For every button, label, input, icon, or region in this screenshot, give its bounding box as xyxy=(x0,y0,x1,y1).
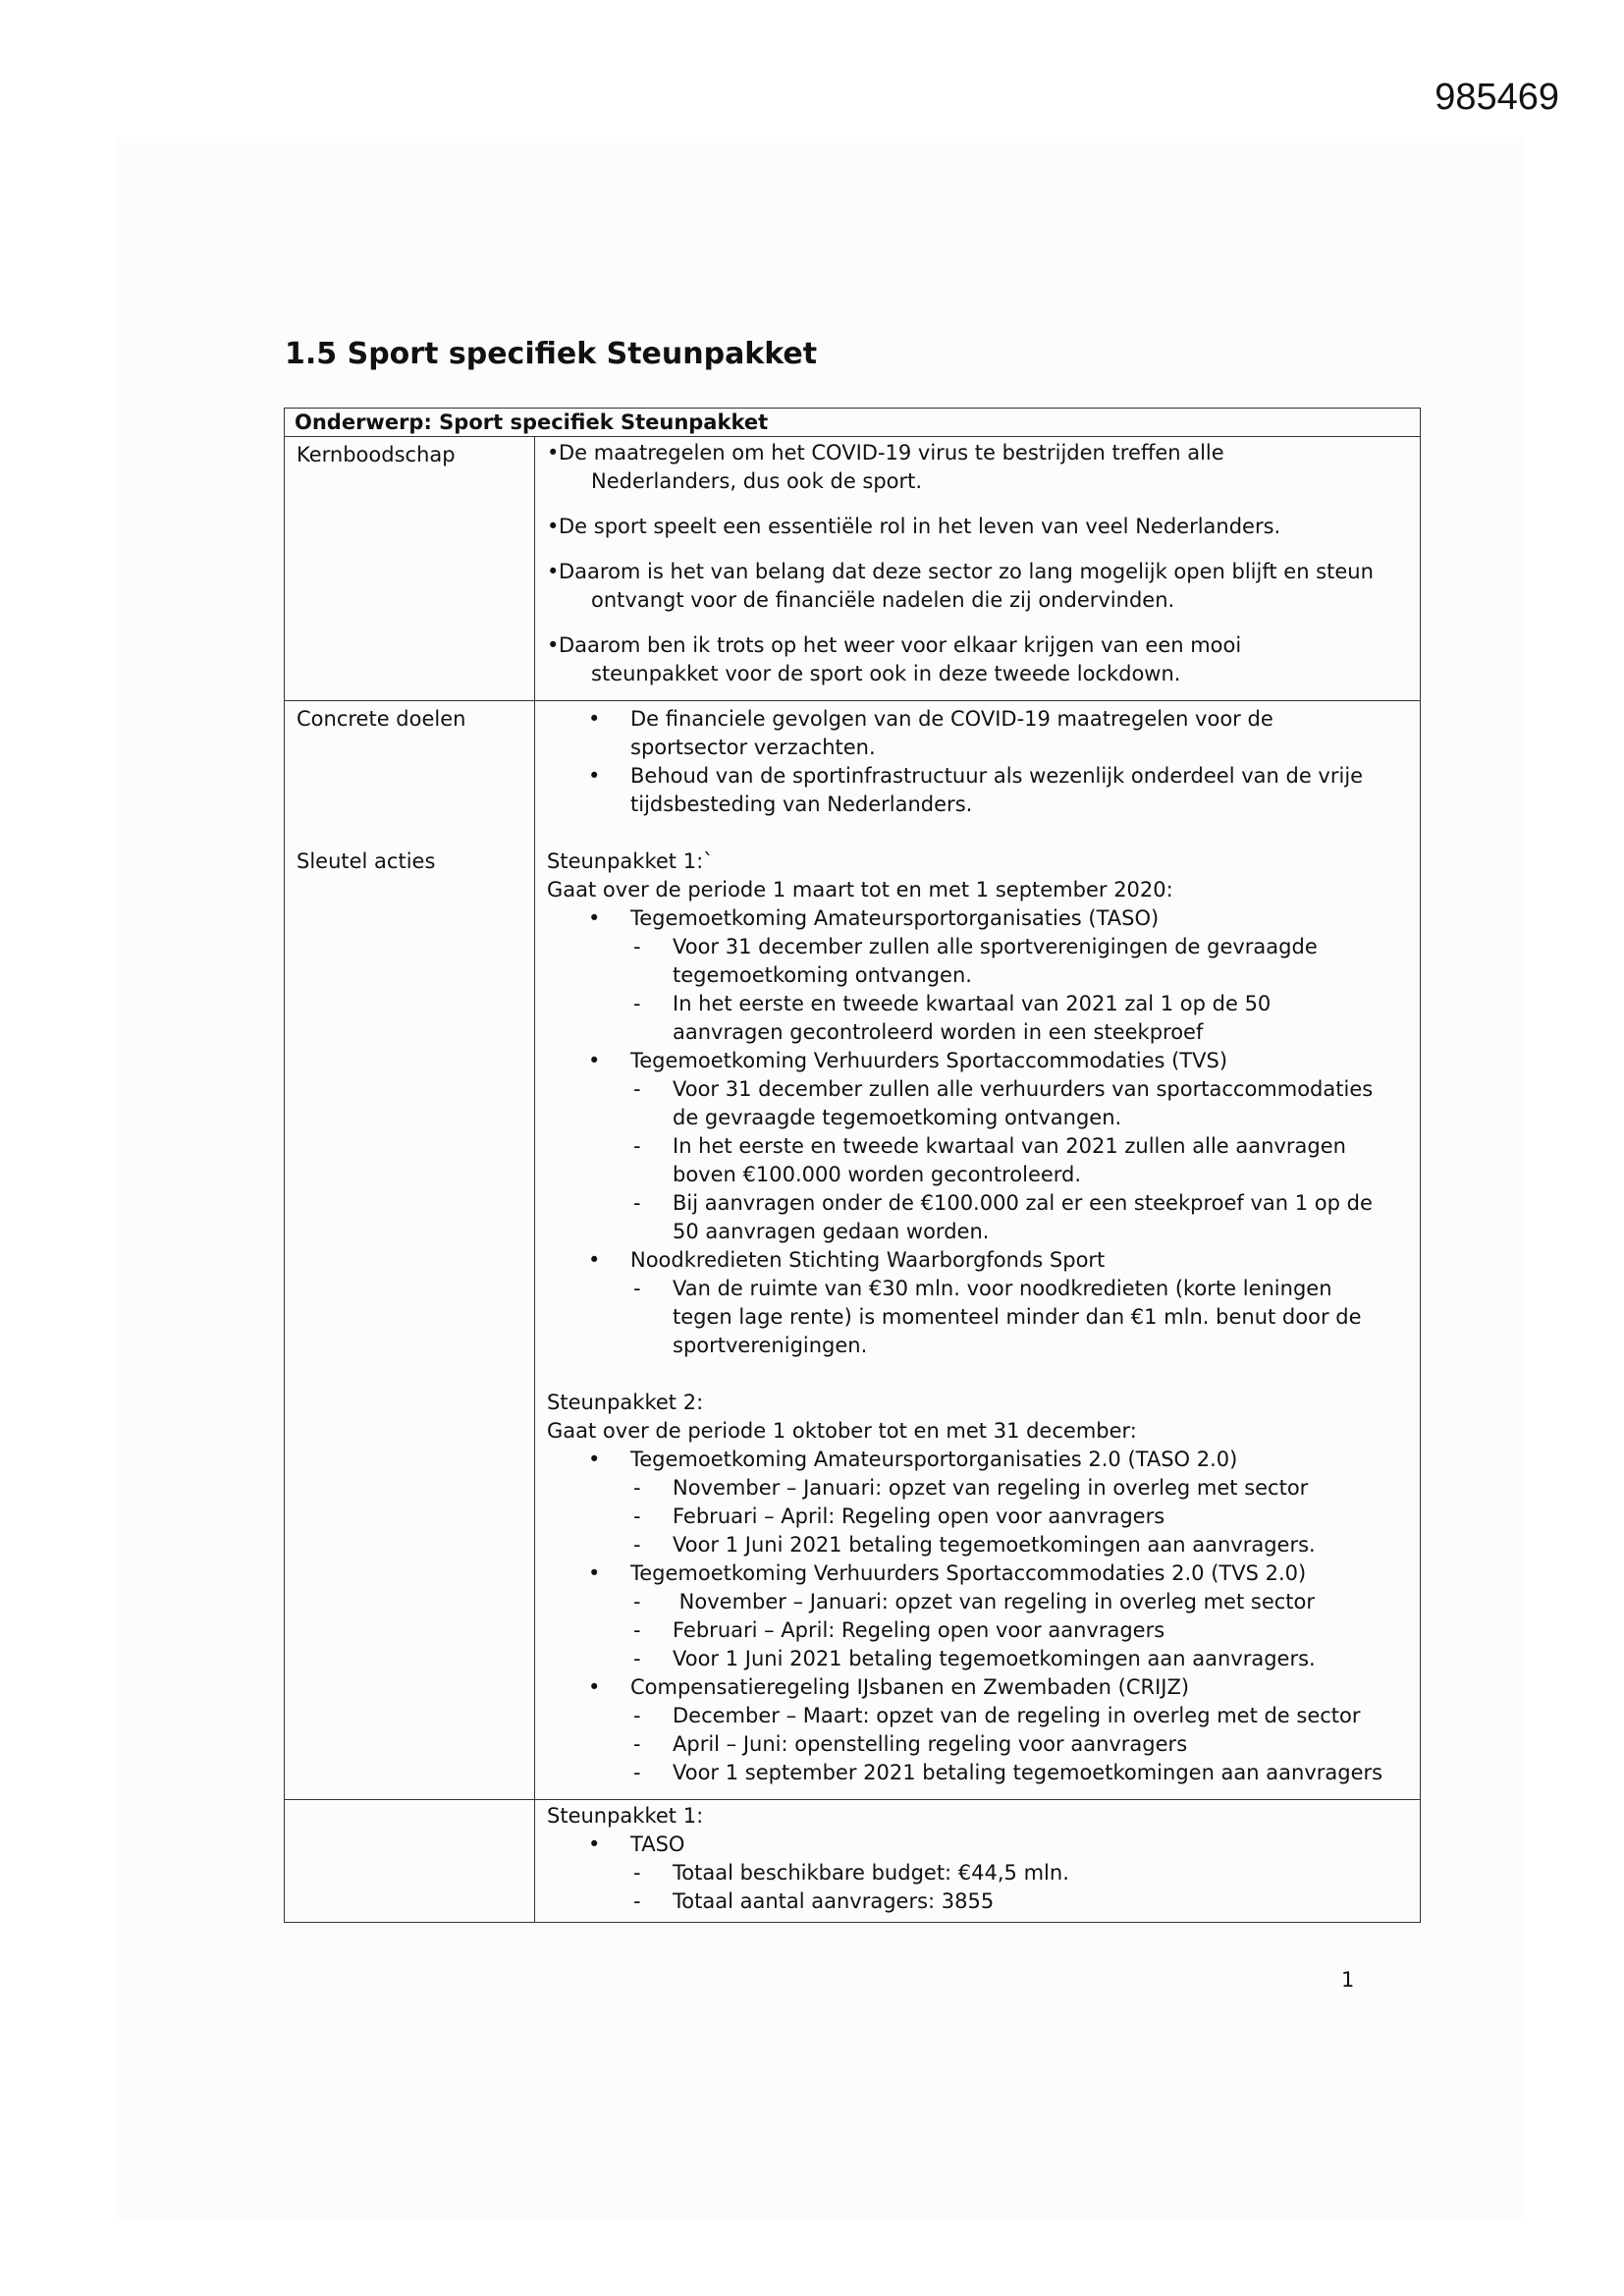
list-item: - Voor 1 Juni 2021 betaling tegemoetkomingen aan aanvragers. xyxy=(633,1533,1316,1557)
table-header: Onderwerp: Sport specifiek Steunpakket xyxy=(285,409,1421,437)
list-item: - In het eerste en tweede kwartaal van 2021 zal 1 op de 50 aanvragen gecontroleerd worden in een steekproef xyxy=(633,992,1272,1044)
list-item: - Voor 1 september 2021 betaling tegemoetkomingen aan aanvragers xyxy=(633,1761,1383,1784)
concrete-label: Concrete doelen xyxy=(297,707,466,731)
page-number: 1 xyxy=(1341,1968,1355,1992)
row-label-concrete-sleutel xyxy=(285,701,535,1800)
list-item: - December – Maart: opzet van de regeling in overleg met de sector xyxy=(633,1704,1361,1727)
list-item: - April – Juni: openstelling regeling voor aanvragers xyxy=(633,1732,1188,1756)
list-item: - Van de ruimte van €30 mln. voor noodkredieten (korte leningen tegen lage rente) is momenteel minder dan €1 mln. benut door de sportverenigingen. xyxy=(633,1277,1362,1357)
sleutel-label: Sleutel acties xyxy=(297,849,436,873)
list-item: • TASO xyxy=(588,1832,685,1856)
table-row xyxy=(285,437,1421,701)
pakket1-title: Steunpakket 1:` xyxy=(547,849,714,873)
doelen-acties-content xyxy=(535,701,1421,1800)
list-item: • Tegemoetkoming Verhuurders Sportaccommodaties 2.0 (TVS 2.0) xyxy=(588,1561,1307,1585)
list-item: - November – Januari: opzet van regeling in overleg met sector xyxy=(633,1590,1315,1613)
list-item: - Totaal beschikbare budget: €44,5 mln. xyxy=(633,1861,1069,1885)
row-label-kernboodschap: Kernboodschap xyxy=(285,437,535,701)
list-item: •De maatregelen om het COVID-19 virus te bestrijden treffen alle Nederlanders, dus ook de sport. xyxy=(547,441,1224,493)
row-label-empty xyxy=(285,1800,535,1923)
list-item: •De sport speelt een essentiële rol in het leven van veel Nederlanders. xyxy=(547,515,1281,538)
list-item: - November – Januari: opzet van regeling in overleg met sector xyxy=(633,1476,1309,1500)
section-heading: 1.5 Sport specifiek Steunpakket xyxy=(285,337,818,371)
list-item: - Voor 1 Juni 2021 betaling tegemoetkomingen aan aanvragers. xyxy=(633,1647,1316,1670)
last-title: Steunpakket 1: xyxy=(547,1804,704,1828)
list-item: - Totaal aantal aanvragers: 3855 xyxy=(633,1889,995,1913)
list-item: • Tegemoetkoming Amateursportorganisaties (TASO) xyxy=(588,906,1160,930)
pakket1-period: Gaat over de periode 1 maart tot en met 1 september 2020: xyxy=(547,878,1173,902)
list-item: - Voor 31 december zullen alle verhuurders van sportaccommodaties de gevraagde tegemoetkoming ontvangen. xyxy=(633,1077,1374,1129)
pakket2-title: Steunpakket 2: xyxy=(547,1391,704,1414)
budget-content xyxy=(535,1800,1421,1923)
list-item: - Voor 31 december zullen alle sportverenigingen de gevraagde tegemoetkoming ontvangen. xyxy=(633,935,1318,987)
table-row xyxy=(285,1800,1421,1923)
list-item: - Februari – April: Regeling open voor aanvragers xyxy=(633,1618,1165,1642)
list-item: • Tegemoetkoming Verhuurders Sportaccommodaties (TVS) xyxy=(588,1049,1228,1072)
list-item: • Tegemoetkoming Amateursportorganisaties 2.0 (TASO 2.0) xyxy=(588,1448,1238,1471)
table-row xyxy=(285,701,1421,1800)
kernboodschap-content xyxy=(535,437,1421,701)
list-item: • De financiele gevolgen van de COVID-19 maatregelen voor de sportsector verzachten. xyxy=(588,707,1273,759)
topic-table xyxy=(284,408,1421,1923)
pakket2-period: Gaat over de periode 1 oktober tot en met 31 december: xyxy=(547,1419,1137,1443)
list-item: - Bij aanvragen onder de €100.000 zal er een steekproef van 1 op de 50 aanvragen gedaan worden. xyxy=(633,1191,1373,1243)
document-number: 985469 xyxy=(1435,77,1559,118)
list-item: - In het eerste en tweede kwartaal van 2021 zullen alle aanvragen boven €100.000 worden gecontroleerd. xyxy=(633,1134,1346,1186)
list-item: • Behoud van de sportinfrastructuur als wezenlijk onderdeel van de vrije tijdsbesteding van Nederlanders. xyxy=(588,764,1364,816)
list-item: •Daarom ben ik trots op het weer voor elkaar krijgen van een mooi steunpakket voor de sport ook in deze tweede lockdown. xyxy=(547,633,1242,685)
list-item: - Februari – April: Regeling open voor aanvragers xyxy=(633,1504,1165,1528)
list-item: • Noodkredieten Stichting Waarborgfonds Sport xyxy=(588,1248,1106,1272)
list-item: • Compensatieregeling IJsbanen en Zwembaden (CRIJZ) xyxy=(588,1675,1190,1699)
list-item: •Daarom is het van belang dat deze sector zo lang mogelijk open blijft en steun ontvangt voor de financiële nadelen die zij ondervinden. xyxy=(547,560,1374,612)
